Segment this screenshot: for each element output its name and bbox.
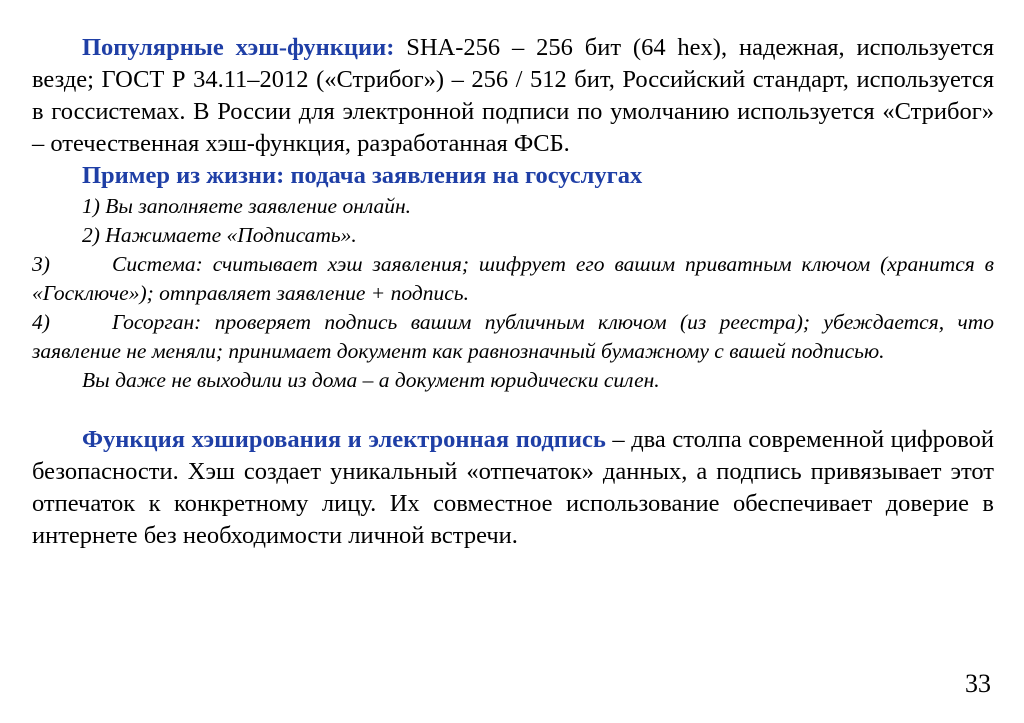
popular-hash-lead: Популярные хэш-функции: [82, 34, 395, 61]
popular-hash-text: SHA-256 – 256 бит (64 hex), надежная, используется везде; ГОСТ Р 34.11–2012 («Стрибог») – 256 / 512 бит, Российский стандарт, используется в госсистемах. В России для электронной подписи по умолчанию используется «Стрибог» – отечественная хэш-функция, разработанная ФСБ. [32, 34, 994, 157]
step-text: Нажимаете «Подписать». [105, 223, 357, 247]
example-step-1 [32, 192, 994, 221]
step-text: Вы заполняете заявление онлайн. [105, 194, 412, 218]
example-conclusion: Вы даже не выходили из дома – а документ юридически силен. [82, 368, 660, 392]
example-step-4 [32, 308, 994, 366]
example-step-3 [32, 250, 994, 308]
step-number: 4) [32, 310, 50, 334]
summary-lead: Функция хэширования и электронная подпись [82, 426, 606, 453]
slide-content [32, 32, 994, 552]
summary-text: – два столпа современной цифровой безопасности. Хэш создает уникальный «отпечаток» данных, а подпись привязывает этот отпечаток к конкретному лицу. Их совместное использование обеспечивает доверие в интернете без необходимости личной встречи. [32, 426, 994, 549]
step-number: 1) [82, 194, 100, 218]
summary-paragraph [32, 424, 994, 552]
step-number: 2) [82, 223, 100, 247]
step-text: Госорган: проверяет подпись вашим публичным ключом (из реестра); убеждается, что заявление не меняли; принимает документ как равнозначный бумажному с вашей подписью. [32, 310, 994, 363]
example-title: Пример из жизни: подача заявления на госуслугах [82, 162, 643, 189]
step-text: Система: считывает хэш заявления; шифрует его вашим приватным ключом (хранится в «Госключе»); отправляет заявление + подпись. [32, 252, 994, 305]
popular-hash-paragraph [32, 32, 994, 160]
step-number: 3) [32, 252, 50, 276]
spacer [32, 395, 994, 424]
page-number: 33 [965, 669, 991, 698]
example-step-2 [32, 221, 994, 250]
